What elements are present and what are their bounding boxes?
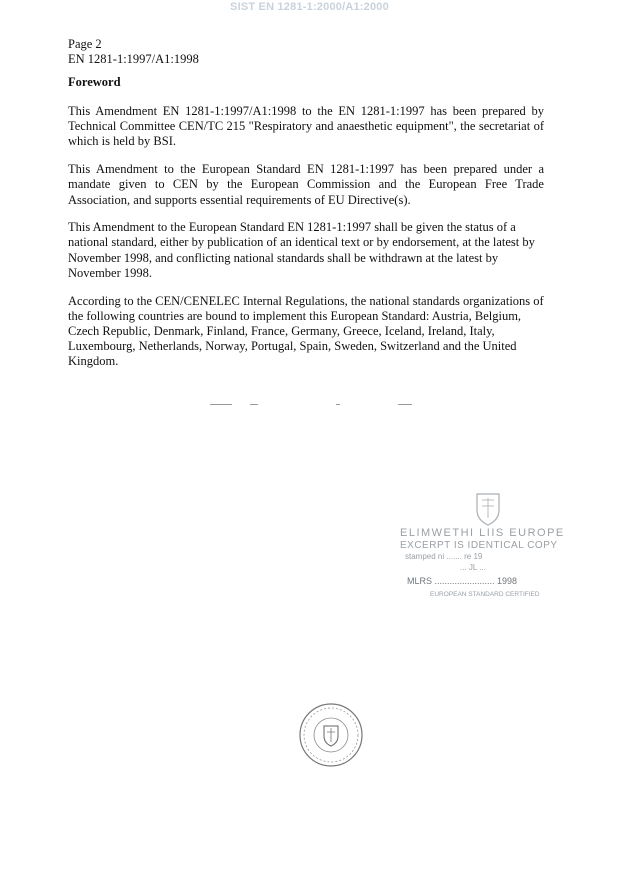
scan-mark (210, 404, 232, 405)
official-seal-icon (298, 702, 364, 768)
stamp-line-6: EUROPEAN STANDARD CERTIFIED (430, 591, 540, 598)
scan-mark (250, 404, 258, 405)
stamp-line-2: EXCERPT IS IDENTICAL COPY (400, 540, 558, 551)
stamp-line-3: stamped ni ....... re 19 (405, 552, 483, 561)
watermark: SIST EN 1281-1:2000/A1:2000 (230, 1, 389, 13)
paragraph-3: This Amendment to the European Standard EN 1281-1:1997 shall be given the status of a national standard, either by publication of an identical text or by endorsement, at the latest by November 1998, and conflicting national standards shall be withdrawn at the latest by November 1998. (68, 220, 535, 280)
scan-mark (336, 404, 340, 405)
crest-icon (473, 490, 503, 528)
certification-stamp (350, 490, 590, 605)
foreword-body (68, 104, 544, 382)
page-header (68, 37, 199, 66)
stamp-line-1: ELIMWETHI LIIS EUROPE (400, 527, 565, 539)
paragraph-4: According to the CEN/CENELEC Internal Regulations, the national standards organizations of the following countries are bound to implement this European Standard: Austria, Belgium, Czech Republic, Denmark, Finland, France, Germany, Greece, Iceland, Ireland, Italy, Luxembourg, Netherlands, Norway, Portugal, Spain, Sweden, Switzerland and the United Kingdom. (68, 293, 544, 369)
paragraph-2: This Amendment to the European Standard EN 1281-1:1997 has been prepared under a mandate given to CEN by the European Commission and the European Free Trade Association, and supports essential requirements of EU Directive(s). (68, 162, 544, 207)
page-number: Page 2 (68, 37, 102, 51)
section-title: Foreword (68, 75, 121, 89)
document-id: EN 1281-1:1997/A1:1998 (68, 51, 199, 66)
paragraph-1: This Amendment EN 1281-1:1997/A1:1998 to the EN 1281-1:1997 has been prepared by Technical Committee CEN/TC 215 "Respiratory and anaesthetic equipment", the secretariat of which is held by BSI. (68, 104, 544, 149)
scan-mark (398, 404, 412, 405)
stamp-line-4: ... JL ... (460, 563, 486, 572)
stamp-line-5: MLRS ........................ 1998 (407, 576, 518, 586)
